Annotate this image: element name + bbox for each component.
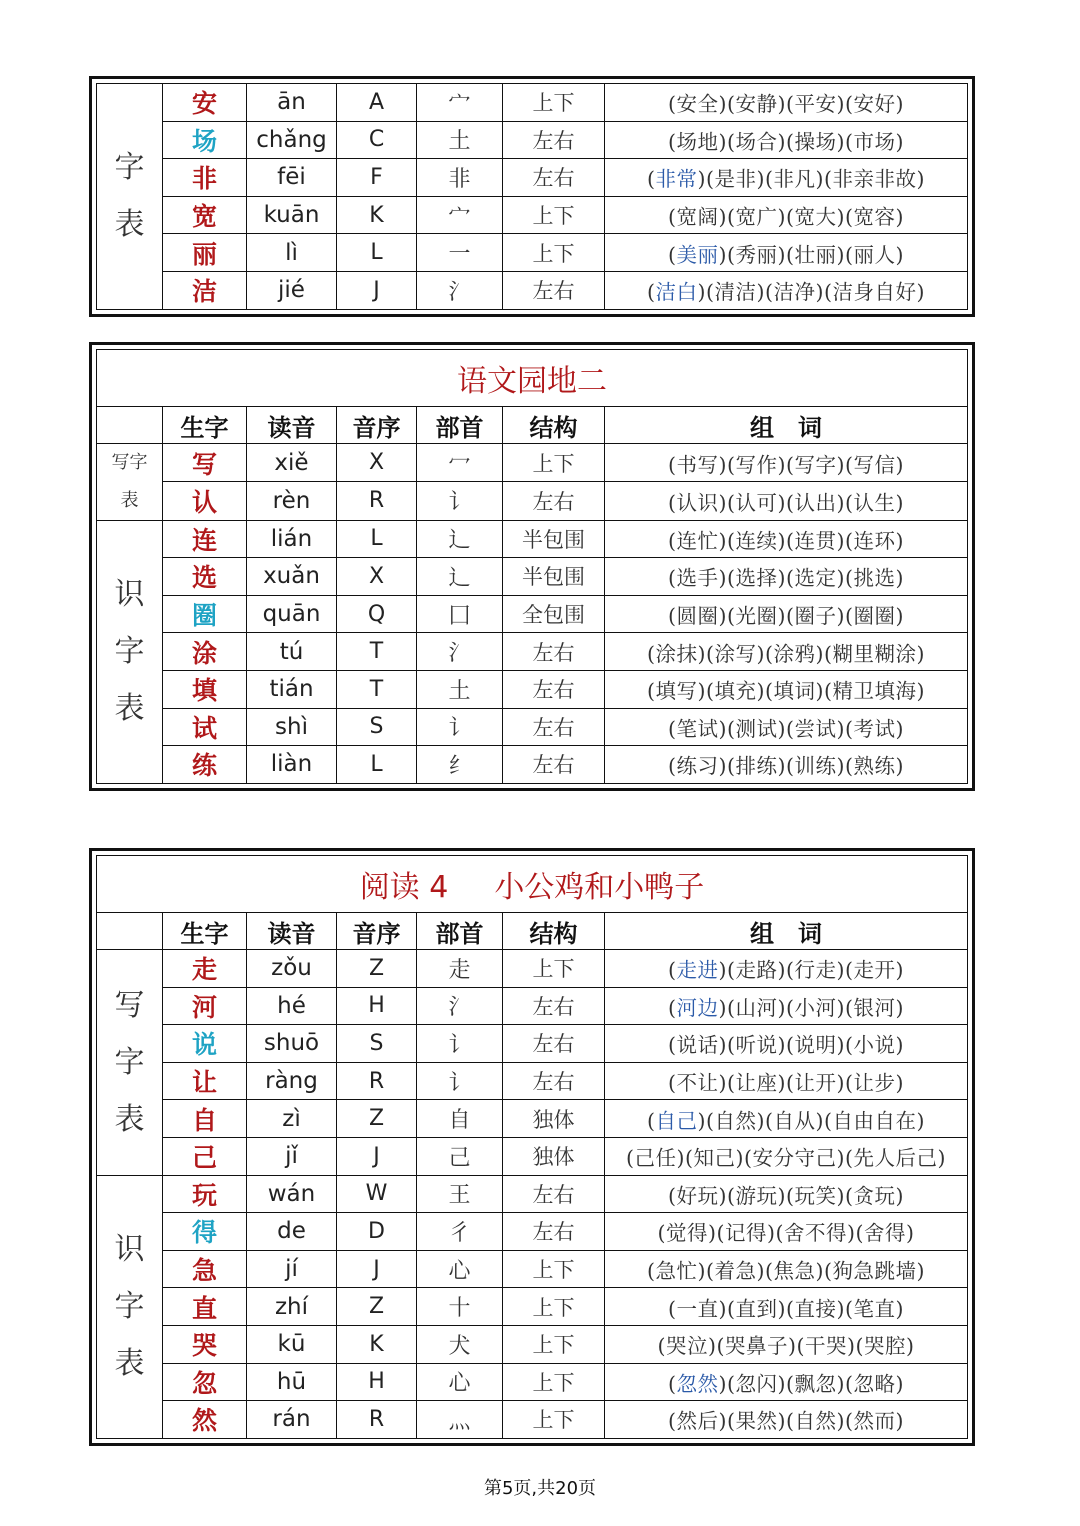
new-character: 场: [163, 121, 247, 159]
structure: 上下: [503, 444, 605, 482]
table-group-label: 识 字 表: [97, 520, 163, 783]
table-header-row: [97, 913, 968, 950]
new-character: 认: [163, 482, 247, 520]
table-row: [97, 520, 968, 558]
table-1-body: [97, 84, 968, 310]
phonetic-order: A: [337, 84, 417, 122]
word-groups-highlight: 河边: [676, 995, 719, 1020]
structure: 独体: [503, 1137, 605, 1175]
word-groups: [605, 670, 968, 708]
pinyin: zhí: [247, 1288, 337, 1326]
pinyin: quān: [247, 595, 337, 633]
word-groups: [605, 1025, 968, 1063]
table-row: [97, 1100, 968, 1138]
phonetic-order: L: [337, 520, 417, 558]
word-groups: [605, 482, 968, 520]
phonetic-order: X: [337, 558, 417, 596]
phonetic-order: X: [337, 444, 417, 482]
radical: 心: [417, 1363, 503, 1401]
table-row: [97, 1250, 968, 1288]
radical: 氵: [417, 271, 503, 309]
word-groups-rest: (急忙)(着急)(焦急)(狗急跳墙): [647, 1259, 925, 1284]
radical: 氵: [417, 633, 503, 671]
new-character: 说: [163, 1025, 247, 1063]
phonetic-order: Q: [337, 595, 417, 633]
table-row: [97, 84, 968, 122]
radical: 宀: [417, 196, 503, 234]
table-row: [97, 121, 968, 159]
word-groups: (美丽)(秀丽)(壮丽)(丽人): [605, 234, 968, 272]
new-character: 走: [163, 950, 247, 988]
table-group-label: 字 表: [97, 84, 163, 310]
word-groups: (河边)(山河)(小河)(银河): [605, 987, 968, 1025]
phonetic-order: R: [337, 482, 417, 520]
header-group: [97, 913, 163, 950]
header-pinyin: 读音: [247, 913, 337, 950]
word-groups: [605, 84, 968, 122]
word-groups-rest: (一直)(直到)(直接)(笔直): [668, 1296, 904, 1321]
structure: 左右: [503, 1062, 605, 1100]
pinyin: hū: [247, 1363, 337, 1401]
new-character: 试: [163, 708, 247, 746]
pinyin: zì: [247, 1100, 337, 1138]
new-character: 直: [163, 1288, 247, 1326]
radical: 心: [417, 1250, 503, 1288]
radical: 王: [417, 1175, 503, 1213]
table-group-label: 写字 表: [97, 444, 163, 521]
structure: 全包围: [503, 595, 605, 633]
pinyin: lì: [247, 234, 337, 272]
new-character: 丽: [163, 234, 247, 272]
header-group: [97, 407, 163, 444]
structure: 左右: [503, 271, 605, 309]
pinyin: tú: [247, 633, 337, 671]
table-row: [97, 1401, 968, 1439]
new-character: 急: [163, 1250, 247, 1288]
structure: 左右: [503, 633, 605, 671]
pinyin: xiě: [247, 444, 337, 482]
word-groups: (走进)(走路)(行走)(走开): [605, 950, 968, 988]
phonetic-order: Z: [337, 950, 417, 988]
radical: 非: [417, 159, 503, 197]
new-character: 安: [163, 84, 247, 122]
header-character: 生字: [163, 407, 247, 444]
radical: 己: [417, 1137, 503, 1175]
structure: 上下: [503, 1401, 605, 1439]
word-groups-highlight: 美丽: [676, 242, 719, 267]
structure: 上下: [503, 1288, 605, 1326]
new-character: 哭: [163, 1325, 247, 1363]
pinyin: jié: [247, 271, 337, 309]
table-3-body: [97, 856, 968, 1439]
pinyin: ràng: [247, 1062, 337, 1100]
header-radical: 部首: [417, 407, 503, 444]
pinyin: tián: [247, 670, 337, 708]
word-groups-rest: (不让)(让座)(让开)(让步): [668, 1071, 904, 1096]
radical: 一: [417, 234, 503, 272]
word-groups-highlight: 非常: [655, 167, 698, 192]
phonetic-order: J: [337, 1250, 417, 1288]
structure: 上下: [503, 196, 605, 234]
word-groups-rest: (走路)(行走)(走开): [727, 958, 904, 983]
word-groups: (忽然)(忽闪)(飘忽)(忽略): [605, 1363, 968, 1401]
table-row: [97, 234, 968, 272]
structure: 独体: [503, 1100, 605, 1138]
table-row: [97, 950, 968, 988]
new-character: 得: [163, 1213, 247, 1251]
radical: 辶: [417, 520, 503, 558]
header-word-groups: 组 词: [605, 407, 968, 444]
table-row: [97, 1363, 968, 1401]
pinyin: jí: [247, 1250, 337, 1288]
word-groups: [605, 121, 968, 159]
table-row: [97, 1025, 968, 1063]
pinyin: de: [247, 1213, 337, 1251]
new-character: 自: [163, 1100, 247, 1138]
pinyin: jǐ: [247, 1137, 337, 1175]
radical: 讠: [417, 1025, 503, 1063]
table-row: [97, 444, 968, 482]
phonetic-order: T: [337, 670, 417, 708]
pinyin: wán: [247, 1175, 337, 1213]
structure: 上下: [503, 1363, 605, 1401]
table-row: [97, 196, 968, 234]
structure: 左右: [503, 1175, 605, 1213]
radical: 讠: [417, 708, 503, 746]
word-groups-highlight: 洁白: [655, 280, 698, 305]
word-groups-rest: (选手)(选择)(选定)(挑选): [668, 566, 904, 591]
phonetic-order: H: [337, 987, 417, 1025]
structure: 左右: [503, 708, 605, 746]
table-group-label: 写 字 表: [97, 950, 163, 1176]
table-row: [97, 670, 968, 708]
word-groups: [605, 520, 968, 558]
phonetic-order: J: [337, 271, 417, 309]
new-character: 宽: [163, 196, 247, 234]
radical: 讠: [417, 482, 503, 520]
pinyin: hé: [247, 987, 337, 1025]
radical: 犬: [417, 1325, 503, 1363]
phonetic-order: S: [337, 708, 417, 746]
phonetic-order: J: [337, 1137, 417, 1175]
pinyin: fēi: [247, 159, 337, 197]
phonetic-order: H: [337, 1363, 417, 1401]
header-phonetic-order: 音序: [337, 913, 417, 950]
word-groups: [605, 558, 968, 596]
word-groups: [605, 1288, 968, 1326]
new-character: 选: [163, 558, 247, 596]
word-groups-rest: (山河)(小河)(银河): [727, 995, 904, 1020]
word-groups-rest: (场地)(场合)(操场)(市场): [668, 129, 904, 154]
pinyin: rán: [247, 1401, 337, 1439]
phonetic-order: F: [337, 159, 417, 197]
word-groups-rest: (然后)(果然)(自然)(然而): [668, 1409, 904, 1434]
header-pinyin: 读音: [247, 407, 337, 444]
new-character: 让: [163, 1062, 247, 1100]
radical: 土: [417, 670, 503, 708]
word-groups-rest: (笔试)(测试)(尝试)(考试): [668, 716, 904, 741]
word-groups: [605, 1325, 968, 1363]
radical: 走: [417, 950, 503, 988]
word-groups-rest: (书写)(写作)(写字)(写信): [668, 452, 904, 477]
word-groups-rest: (涂抹)(涂写)(涂鸦)(糊里糊涂): [647, 641, 925, 666]
word-groups-rest: (哭泣)(哭鼻子)(干哭)(哭腔): [657, 1334, 915, 1359]
table-row: [97, 987, 968, 1025]
table-row: [97, 1288, 968, 1326]
word-groups-highlight: 走进: [676, 958, 719, 983]
header-phonetic-order: 音序: [337, 407, 417, 444]
word-groups: (洁白)(清洁)(洁净)(洁身自好): [605, 271, 968, 309]
header-structure: 结构: [503, 913, 605, 950]
radical: 灬: [417, 1401, 503, 1439]
phonetic-order: Z: [337, 1288, 417, 1326]
phonetic-order: T: [337, 633, 417, 671]
new-character: 写: [163, 444, 247, 482]
word-groups-rest: (填写)(填充)(填词)(精卫填海): [647, 679, 925, 704]
radical: 辶: [417, 558, 503, 596]
table-row: [97, 1137, 968, 1175]
structure: 左右: [503, 482, 605, 520]
pinyin: xuǎn: [247, 558, 337, 596]
word-groups-rest: (己任)(知己)(安分守己)(先人后己): [626, 1146, 946, 1171]
table-row: [97, 746, 968, 784]
table-3-title-lesson: 阅读 4: [359, 870, 449, 905]
word-groups-rest: (觉得)(记得)(舍不得)(舍得): [657, 1221, 915, 1246]
word-groups: [605, 1137, 968, 1175]
word-groups: [605, 595, 968, 633]
pinyin: chǎng: [247, 121, 337, 159]
word-groups: (非常)(是非)(非凡)(非亲非故): [605, 159, 968, 197]
radical: 纟: [417, 746, 503, 784]
word-groups-highlight: 自己: [655, 1108, 698, 1133]
structure: 左右: [503, 159, 605, 197]
word-groups-rest: (连忙)(连续)(连贯)(连环): [668, 528, 904, 553]
table-row: [97, 482, 968, 520]
structure: 半包围: [503, 558, 605, 596]
header-radical: 部首: [417, 913, 503, 950]
word-groups: [605, 1175, 968, 1213]
word-groups-rest: (安全)(安静)(平安)(安好): [668, 92, 904, 117]
radical: 彳: [417, 1213, 503, 1251]
structure: 左右: [503, 987, 605, 1025]
radical: 冖: [417, 444, 503, 482]
table-group-label: 识 字 表: [97, 1175, 163, 1438]
radical: 自: [417, 1100, 503, 1138]
word-groups: [605, 1213, 968, 1251]
word-groups-rest: (自然)(自从)(自由自在): [706, 1108, 925, 1133]
page-number: 第5页,共20页: [483, 1478, 597, 1499]
word-groups: [605, 746, 968, 784]
table-row: [97, 1062, 968, 1100]
phonetic-order: K: [337, 196, 417, 234]
structure: 上下: [503, 1250, 605, 1288]
header-word-groups: 组 词: [605, 913, 968, 950]
structure: 上下: [503, 950, 605, 988]
phonetic-order: R: [337, 1062, 417, 1100]
word-groups-rest: (忽闪)(飘忽)(忽略): [727, 1371, 904, 1396]
new-character: 河: [163, 987, 247, 1025]
pinyin: ān: [247, 84, 337, 122]
new-character: 洁: [163, 271, 247, 309]
word-groups-rest: (秀丽)(壮丽)(丽人): [727, 242, 904, 267]
pinyin: lián: [247, 520, 337, 558]
pinyin: rèn: [247, 482, 337, 520]
new-character: 玩: [163, 1175, 247, 1213]
new-character: 然: [163, 1401, 247, 1439]
phonetic-order: D: [337, 1213, 417, 1251]
word-groups: [605, 1250, 968, 1288]
word-groups-rest: (好玩)(游玩)(玩笑)(贪玩): [668, 1183, 904, 1208]
header-structure: 结构: [503, 407, 605, 444]
table-2-title: 语文园地二: [97, 350, 968, 407]
structure: 左右: [503, 1213, 605, 1251]
new-character: 连: [163, 520, 247, 558]
word-groups-rest: (圆圈)(光圈)(圈子)(圈圈): [668, 604, 904, 629]
radical: 土: [417, 121, 503, 159]
phonetic-order: K: [337, 1325, 417, 1363]
table-row: [97, 1213, 968, 1251]
word-groups-rest: (清洁)(洁净)(洁身自好): [706, 280, 925, 305]
word-groups: [605, 708, 968, 746]
new-character: 圈: [163, 595, 247, 633]
table-row: [97, 1325, 968, 1363]
table-row: [97, 1175, 968, 1213]
new-character: 练: [163, 746, 247, 784]
table-1-continuation: [89, 76, 975, 317]
phonetic-order: W: [337, 1175, 417, 1213]
structure: 半包围: [503, 520, 605, 558]
phonetic-order: C: [337, 121, 417, 159]
table-row: [97, 558, 968, 596]
pinyin: liàn: [247, 746, 337, 784]
radical: 宀: [417, 84, 503, 122]
word-groups-rest: (是非)(非凡)(非亲非故): [706, 167, 925, 192]
word-groups-rest: (认识)(认可)(认出)(认生): [668, 490, 904, 515]
header-character: 生字: [163, 913, 247, 950]
phonetic-order: L: [337, 234, 417, 272]
new-character: 忽: [163, 1363, 247, 1401]
pinyin: kuān: [247, 196, 337, 234]
new-character: 填: [163, 670, 247, 708]
table-3-title: [97, 856, 968, 913]
structure: 左右: [503, 670, 605, 708]
structure: 上下: [503, 1325, 605, 1363]
word-groups: [605, 633, 968, 671]
word-groups-rest: (练习)(排练)(训练)(熟练): [668, 754, 904, 779]
word-groups: [605, 1401, 968, 1439]
radical: 讠: [417, 1062, 503, 1100]
pinyin: shuō: [247, 1025, 337, 1063]
word-groups-rest: (说话)(听说)(说明)(小说): [668, 1033, 904, 1058]
radical: 十: [417, 1288, 503, 1326]
table-3-title-story: 小公鸡和小鸭子: [494, 870, 705, 905]
structure: 左右: [503, 746, 605, 784]
table-2-yuwen-yuandi: [89, 342, 975, 791]
structure: 左右: [503, 1025, 605, 1063]
pinyin: zǒu: [247, 950, 337, 988]
word-groups-highlight: 忽然: [676, 1371, 719, 1396]
word-groups: [605, 196, 968, 234]
word-groups: [605, 444, 968, 482]
phonetic-order: L: [337, 746, 417, 784]
phonetic-order: R: [337, 1401, 417, 1439]
table-row: [97, 708, 968, 746]
table-row: [97, 595, 968, 633]
table-row: [97, 159, 968, 197]
new-character: 己: [163, 1137, 247, 1175]
word-groups: [605, 1062, 968, 1100]
pinyin: kū: [247, 1325, 337, 1363]
radical: 氵: [417, 987, 503, 1025]
table-row: [97, 271, 968, 309]
phonetic-order: S: [337, 1025, 417, 1063]
word-groups-rest: (宽阔)(宽广)(宽大)(宽容): [668, 205, 904, 230]
structure: 上下: [503, 84, 605, 122]
radical: 囗: [417, 595, 503, 633]
table-2-body: [97, 350, 968, 784]
structure: 左右: [503, 121, 605, 159]
table-header-row: [97, 407, 968, 444]
table-3-reading-4: [89, 848, 975, 1446]
structure: 上下: [503, 234, 605, 272]
word-groups: (自己)(自然)(自从)(自由自在): [605, 1100, 968, 1138]
phonetic-order: Z: [337, 1100, 417, 1138]
pinyin: shì: [247, 708, 337, 746]
new-character: 非: [163, 159, 247, 197]
table-row: [97, 633, 968, 671]
new-character: 涂: [163, 633, 247, 671]
